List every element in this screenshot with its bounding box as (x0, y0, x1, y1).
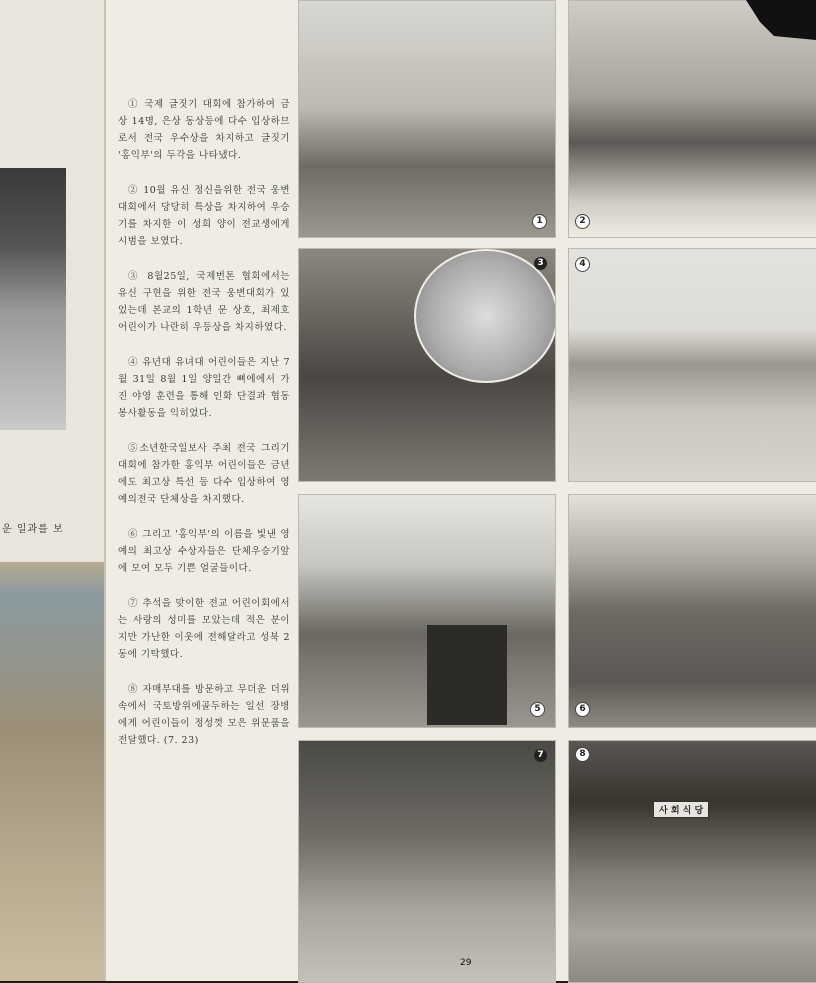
photo-speech-contest (298, 248, 556, 482)
photo-number-5: 5 (530, 702, 545, 717)
paragraph-3: ③ 8월25일, 국제번톤 협회에서는 유신 구현을 위한 전국 웅변대회가 있었는데 본교의 1학년 문 상호, 최제호 어린이가 나란히 우등상을 차지하였다. (118, 271, 290, 333)
mess-hall-sign: 사 회 식 당 (653, 801, 709, 818)
award-banner (427, 625, 507, 725)
photo-number-4: 4 (575, 257, 590, 272)
photo-number-8: 8 (575, 747, 590, 762)
left-page-beach-photo (0, 562, 104, 981)
photo-inset-circle (414, 249, 556, 383)
photo-number-1: 1 (532, 214, 547, 229)
paragraph-5: ⑤소년한국일보사 주최 전국 그리기 대회에 참가한 홍익부 어린이들은 금년에도 최고상 특선 등 다수 입상하여 영예의전국 단체상을 차지했다. (118, 443, 290, 505)
left-page-photo-top (0, 168, 66, 430)
left-page-caption-fragment: 운 일과를 보 (2, 524, 64, 535)
page-number: 29 (460, 958, 472, 968)
photo-award-ceremony (298, 0, 556, 238)
photo-number-7: 7 (534, 749, 547, 762)
paragraph-6: ⑥ 그리고 '홍익부'의 이름을 빛낸 영예의 최고상 수상자들은 단체우승기앞에 모여 모두 기쁜 얼굴들이다. (118, 529, 290, 574)
photo-trophy-presentation (298, 494, 556, 728)
left-neighbour-page (0, 0, 106, 981)
photo-number-2: 2 (575, 214, 590, 229)
main-page (106, 0, 816, 981)
photo-military-visit (568, 740, 816, 983)
photo-donation (298, 740, 556, 983)
photo-camp-circle (568, 248, 816, 482)
photo-number-3: 3 (534, 257, 547, 270)
paragraph-1: ① 국제 글짓기 대회에 참가하여 금상 14명, 은상 동상등에 다수 입상하므로서 전국 우수상을 차지하고 글짓기 '홍익부'의 두각을 나타냈다. (118, 99, 290, 161)
article-text-column (118, 96, 290, 767)
paragraph-7: ⑦ 추석을 맞이한 전교 어린이회에서는 사랑의 성미를 모았는데 적은 분이지만 가난한 이웃에 전해달라고 성북 2동에 기탁했다. (118, 598, 290, 660)
photo-group-winners (568, 494, 816, 728)
paragraph-8: ⑧ 자매부대를 방문하고 무더운 더위속에서 국토방위에골두하는 일선 장병에게 어린이들이 정성껏 모은 위문품을 전달했다. (7. 23) (118, 684, 290, 746)
paragraph-4: ④ 유년대 유녀대 어린이들은 지난 7월 31일 8월 1일 양일간 뼈에에서 가진 야영 훈련을 통해 인화 단결과 협동봉사활동을 익히었다. (118, 357, 290, 419)
photo-number-6: 6 (575, 702, 590, 717)
paragraph-2: ② 10월 유신 정신을위한 전국 웅변 대회에서 당당히 특상을 차지하여 우승기를 차지한 이 성희 양이 전교생에게 시범을 보였다. (118, 185, 290, 247)
